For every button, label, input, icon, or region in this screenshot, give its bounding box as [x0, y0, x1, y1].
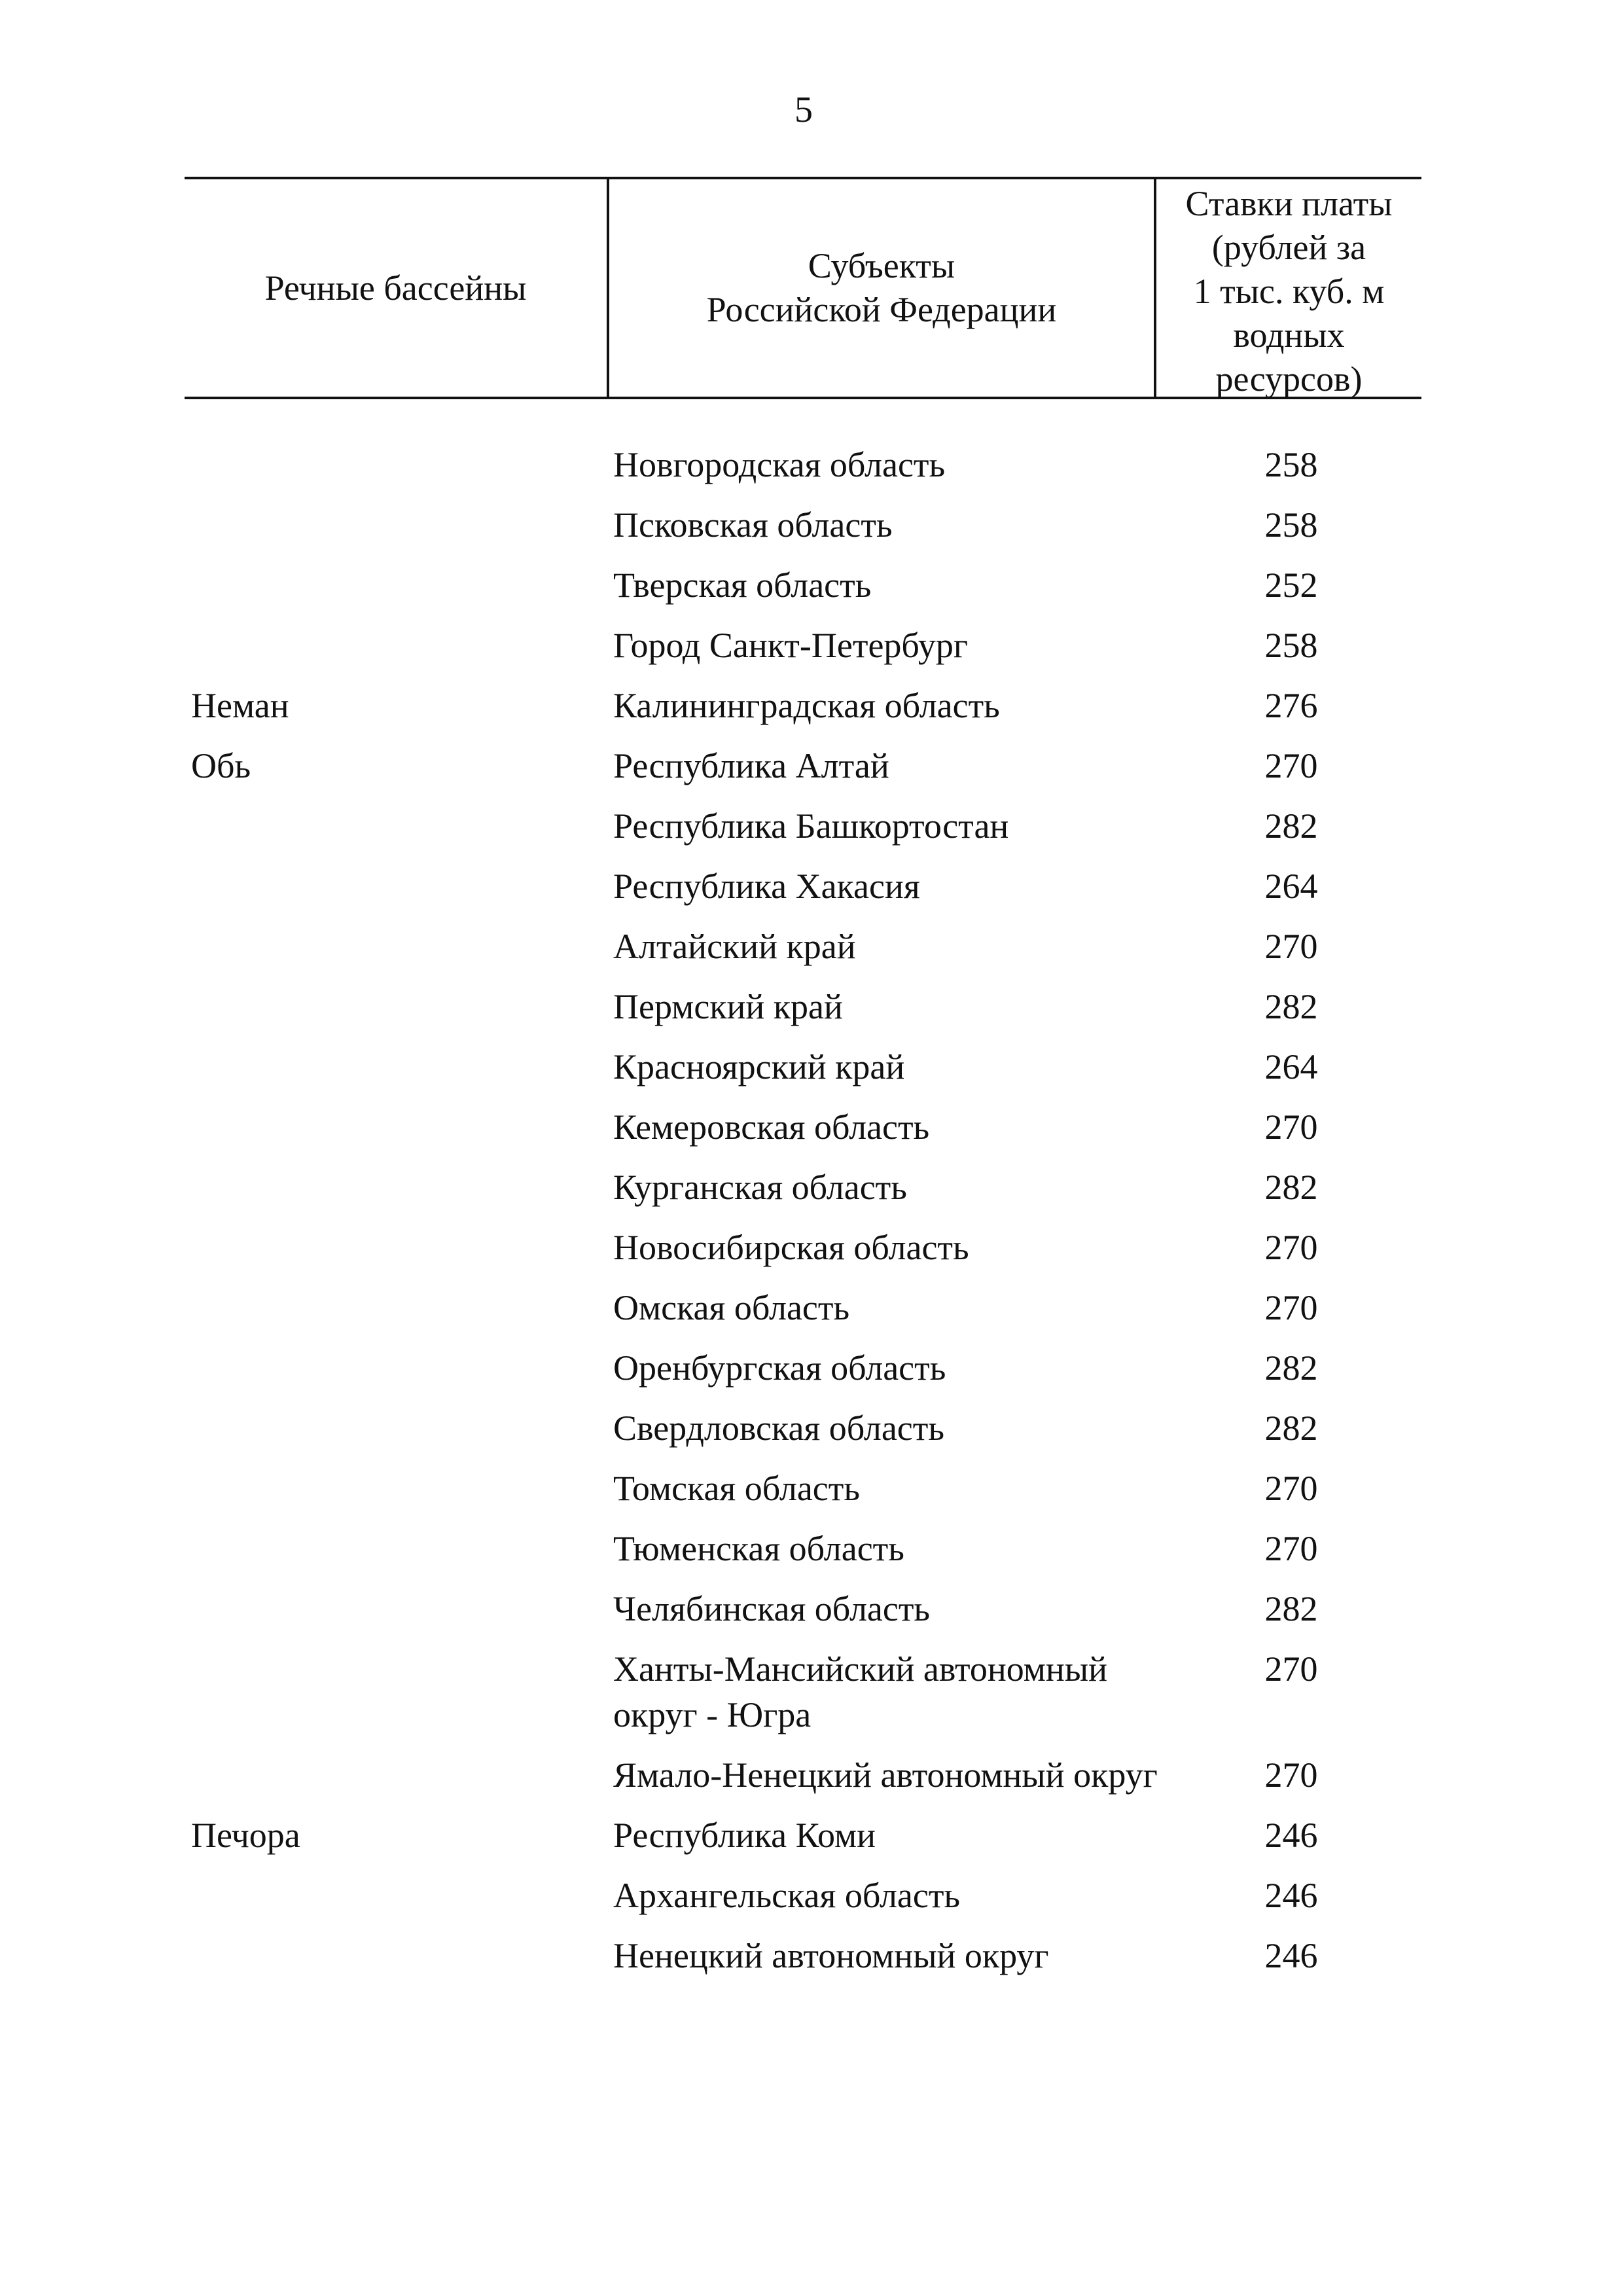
subject-cell: Ненецкий автономный округ [613, 1936, 1049, 1975]
subject-cell: Псковская область [613, 505, 893, 545]
rate-cell: 282 [1264, 806, 1318, 846]
table-row [0, 683, 1623, 743]
rate-cell: 246 [1264, 1816, 1318, 1855]
table-row [0, 502, 1623, 562]
header-rate: Ставки платы (рублей за 1 тыс. куб. м водных ресурсов) [1185, 184, 1393, 399]
table-row [0, 1044, 1623, 1104]
rate-cell: 270 [1264, 1107, 1318, 1147]
table-row [0, 924, 1623, 984]
subject-cell: Омская область [613, 1288, 850, 1327]
subject-cell: Томская область [613, 1469, 860, 1508]
rate-cell: 270 [1264, 1469, 1318, 1508]
subject-cell: Пермский край [613, 987, 843, 1026]
table-row [0, 1933, 1623, 1993]
subject-cell: Калининградская область [613, 686, 1000, 725]
basin-cell: Обь [191, 746, 251, 785]
rate-cell: 270 [1264, 1228, 1318, 1267]
table-row [0, 984, 1623, 1044]
subject-cell: Тюменская область [613, 1529, 904, 1568]
table-row [0, 1526, 1623, 1586]
subject-cell: Ханты-Мансийский автономный округ - Югра [613, 1649, 1107, 1734]
rate-cell: 282 [1264, 1168, 1318, 1207]
subject-cell: Новосибирская область [613, 1228, 969, 1267]
table-row [0, 562, 1623, 622]
rate-cell: 258 [1264, 445, 1318, 484]
table-row [0, 1586, 1623, 1646]
table-row [0, 1752, 1623, 1812]
table-row [0, 743, 1623, 803]
rate-cell: 270 [1264, 927, 1318, 966]
table-row [0, 1345, 1623, 1405]
table-row [0, 803, 1623, 863]
subject-cell: Республика Коми [613, 1816, 876, 1855]
rate-cell: 282 [1264, 1408, 1318, 1448]
subject-cell: Город Санкт-Петербург [613, 626, 968, 665]
subject-cell: Республика Алтай [613, 746, 889, 785]
table-row [0, 1405, 1623, 1465]
rate-cell: 282 [1264, 987, 1318, 1026]
table-header [185, 177, 1421, 399]
rate-cell: 264 [1264, 1047, 1318, 1086]
table-row [0, 1646, 1623, 1752]
rate-cell: 264 [1264, 867, 1318, 906]
subject-cell: Тверская область [613, 565, 872, 605]
table-row [0, 1164, 1623, 1225]
table-row [0, 1812, 1623, 1873]
table-row [0, 1285, 1623, 1345]
table-row [0, 863, 1623, 924]
rate-cell: 282 [1264, 1589, 1318, 1628]
subject-cell: Новгородская область [613, 445, 946, 484]
table-body [0, 442, 1623, 1993]
rate-cell: 270 [1264, 746, 1318, 785]
rate-cell: 282 [1264, 1348, 1318, 1388]
subject-cell: Кемеровская область [613, 1107, 930, 1147]
basin-cell: Печора [191, 1816, 300, 1855]
table-row [0, 1465, 1623, 1526]
subject-cell: Республика Башкортостан [613, 806, 1009, 846]
rate-cell: 252 [1264, 565, 1318, 605]
table-row [0, 622, 1623, 683]
header-subject: Субъекты Российской Федерации [607, 179, 1156, 397]
rate-cell: 270 [1264, 1529, 1318, 1568]
subject-cell: Курганская область [613, 1168, 907, 1207]
table-row [0, 442, 1623, 502]
basin-cell: Неман [191, 686, 289, 725]
subject-cell: Республика Хакасия [613, 867, 920, 906]
table-row [0, 1225, 1623, 1285]
subject-cell: Свердловская область [613, 1408, 944, 1448]
subject-cell: Челябинская область [613, 1589, 931, 1628]
rate-cell: 246 [1264, 1936, 1318, 1975]
rate-cell: 270 [1264, 1288, 1318, 1327]
rate-cell: 258 [1264, 626, 1318, 665]
rate-cell: 246 [1264, 1876, 1318, 1915]
rate-cell: 270 [1264, 1649, 1318, 1689]
table-row [0, 1104, 1623, 1164]
table-row [0, 1873, 1623, 1933]
header-basin: Речные бассейны [264, 268, 527, 308]
subject-cell: Алтайский край [613, 927, 856, 966]
subject-cell: Ямало-Ненецкий автономный округ [613, 1755, 1158, 1795]
rate-cell: 270 [1264, 1755, 1318, 1795]
subject-cell: Архангельская область [613, 1876, 961, 1915]
rate-cell: 276 [1264, 686, 1318, 725]
rate-cell: 258 [1264, 505, 1318, 545]
page-number: 5 [794, 90, 813, 130]
subject-cell: Оренбургская область [613, 1348, 946, 1388]
subject-cell: Красноярский край [613, 1047, 905, 1086]
